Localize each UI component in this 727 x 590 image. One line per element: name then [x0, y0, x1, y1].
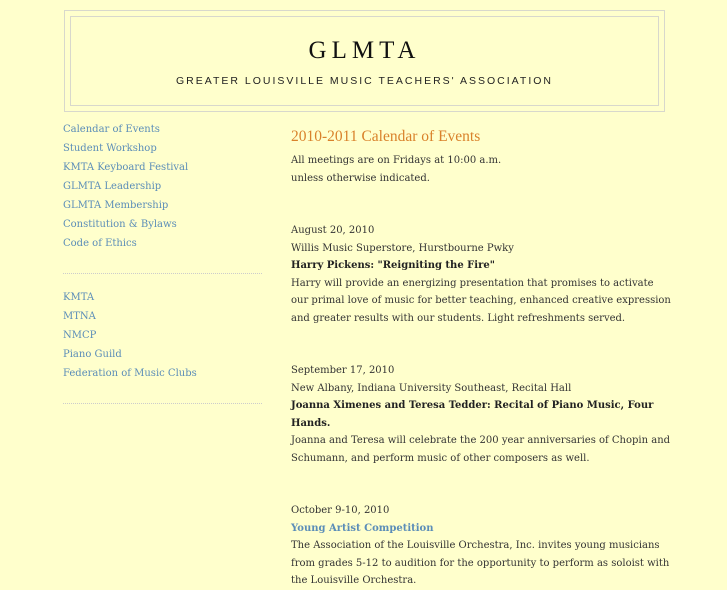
event-date: October 9-10, 2010	[291, 505, 390, 516]
main-content	[291, 127, 671, 590]
link-federation-of-music-clubs[interactable]: Federation of Music Clubs	[63, 368, 197, 379]
event-location: Willis Music Superstore, Hurstbourne Pwky	[291, 242, 514, 254]
nav-kmta-keyboard-festival[interactable]: KMTA Keyboard Festival	[63, 162, 189, 173]
event-date: August 20, 2010	[291, 225, 375, 236]
event-description: The Association of the Louisville Orchestra, Inc. invites young musicians from grades 5-12 to audition for the opportunity to perform as soloist with the Louisville Orchestra.	[291, 540, 670, 586]
link-nmcp[interactable]: NMCP	[63, 330, 97, 341]
event-title-link[interactable]: Young Artist Competition	[291, 522, 434, 534]
nav-student-workshop[interactable]: Student Workshop	[63, 143, 157, 154]
site-title: GLMTA	[308, 37, 421, 64]
nav-calendar-of-events[interactable]: Calendar of Events	[63, 124, 160, 135]
event-item	[291, 502, 671, 590]
event-title: Harry Pickens: "Reigniting the Fire"	[291, 260, 495, 271]
nav-code-of-ethics[interactable]: Code of Ethics	[63, 238, 137, 249]
event-title: Joanna Ximenes and Teresa Tedder: Recital of Piano Music, Four Hands.	[291, 400, 654, 429]
link-kmta[interactable]: KMTA	[63, 292, 95, 303]
event-description: Harry will provide an energizing presentation that promises to activate our primal love of music for better teaching, enhanced creative expression and greater results with our students. Light refreshments served.	[291, 277, 671, 324]
nav-glmta-membership[interactable]: GLMTA Membership	[63, 200, 169, 211]
event-location: New Albany, Indiana University Southeast, Recital Hall	[291, 382, 572, 394]
sidebar	[63, 122, 262, 420]
nav-glmta-leadership[interactable]: GLMTA Leadership	[63, 181, 162, 192]
event-item	[291, 362, 671, 467]
link-mtna[interactable]: MTNA	[63, 311, 96, 322]
nav-constitution-bylaws[interactable]: Constitution & Bylaws	[63, 219, 177, 230]
sidebar-divider	[63, 273, 262, 274]
event-description: Joanna and Teresa will celebrate the 200 year anniversaries of Chopin and Schumann, and perform music of other composers as well.	[291, 435, 671, 464]
link-piano-guild[interactable]: Piano Guild	[63, 349, 122, 360]
header-inner-frame	[70, 16, 659, 106]
event-date: September 17, 2010	[291, 365, 395, 376]
event-item	[291, 222, 671, 327]
page-heading: 2010-2011 Calendar of Events	[291, 128, 481, 145]
intro-line: All meetings are on Fridays at 10:00 a.m.	[291, 155, 502, 166]
sidebar-divider	[63, 403, 262, 404]
site-subtitle: GREATER LOUISVILLE MUSIC TEACHERS' ASSOCIATION	[176, 75, 553, 87]
header-banner	[64, 10, 665, 112]
intro-line: unless otherwise indicated.	[291, 172, 430, 184]
